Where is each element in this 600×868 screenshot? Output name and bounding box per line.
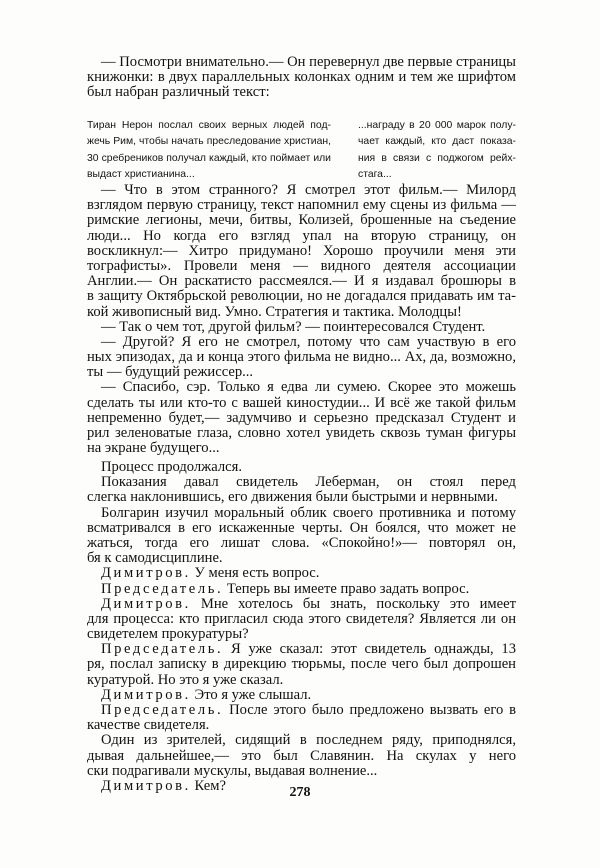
text-line <box>87 764 516 779</box>
line-text: тографисты». Провели меня — видного деятеля ассоциации <box>87 258 516 274</box>
line-text: Показания давал свидетель Леберман, он стоял перед <box>101 475 516 491</box>
line-text: люди... Но когда его взгляд упал на вторую страницу, он <box>87 228 516 244</box>
text-line <box>87 688 516 703</box>
quote-column-right <box>358 118 516 184</box>
text-line <box>87 627 516 642</box>
line-text: Болгарин изучил моральный облик своего противника и потому <box>101 505 516 521</box>
text-line <box>87 612 516 627</box>
line-text: кой живописный вид. Умно. Стратегия и тактика. Молодцы! <box>87 304 462 320</box>
line-text: — Посмотри внимательно.— Он перевернул две первые страницы <box>101 55 516 70</box>
speaker-name: Председатель. <box>101 642 224 658</box>
line-text: После этого было предложено вызвать его в <box>223 703 516 718</box>
line-text: римские легионы, мечи, битвы, Колизей, брошенные на съедение <box>87 213 516 229</box>
text-line <box>87 151 331 167</box>
line-text: Тиран Нерон послал своих верных людей под- <box>87 120 331 131</box>
text-line <box>87 733 516 748</box>
trial-section <box>87 460 516 794</box>
speaker-name: Председатель. <box>101 703 224 718</box>
text-line <box>87 396 516 411</box>
text-line <box>87 365 516 380</box>
line-text: куратурой. Но это я уже сказал. <box>87 672 284 688</box>
line-text: чает каждый, кто даст показа- <box>358 136 516 148</box>
line-text: ных эпизодах, да и конца этого фильма не видно... Ах, да, возможно, <box>87 350 516 366</box>
text-line <box>87 85 516 100</box>
line-text: Теперь вы имеете право задать вопрос. <box>223 581 470 597</box>
text-line <box>358 134 516 150</box>
text-line <box>87 167 331 183</box>
line-text: Один из зрителей, сидящий в последнем ряду, приподнялся, <box>101 733 516 749</box>
line-text: Мне хотелось бы знать, поскольку это имеет <box>200 596 516 612</box>
line-text: ски подрагивали мускулы, выдавая волнение... <box>87 763 378 779</box>
line-text: книжонки: в двух параллельных колонках одним и тем же шрифтом <box>87 70 516 86</box>
text-line <box>87 118 331 134</box>
text-line <box>87 305 516 320</box>
text-line <box>87 703 516 718</box>
line-text: Процесс продолжался. <box>101 460 242 475</box>
line-text: Кем? <box>190 778 226 794</box>
line-text: — Другой? Я его не смотрел, потому что сам участвую в его <box>101 334 516 350</box>
line-text: на экране будущего... <box>87 441 220 457</box>
speaker-name: Димитров. <box>101 778 191 794</box>
text-line <box>87 642 516 657</box>
text-line <box>87 582 516 597</box>
speaker-name: Председатель. <box>101 581 224 597</box>
text-line <box>87 198 516 213</box>
text-line <box>358 151 516 167</box>
speaker-name: Димитров. <box>101 566 191 582</box>
text-line <box>87 320 516 335</box>
line-text: 30 сребреников получал каждый, кто поймает или <box>87 152 331 164</box>
text-line <box>87 521 516 536</box>
line-text: выдаст христианина... <box>87 169 195 181</box>
text-line <box>87 350 516 365</box>
text-line <box>87 475 516 490</box>
text-line <box>87 426 516 441</box>
line-text: ...награду в 20 000 марок полу- <box>358 120 516 131</box>
text-line <box>87 213 516 228</box>
line-text: воскликнул:— Хитро придумано! Хорошо проучили меня эти <box>87 243 516 259</box>
line-text: бя к самодисциплине. <box>87 551 223 567</box>
text-line <box>87 460 516 475</box>
line-text: всматривался в его искаженные черты. Он боялся, что может не <box>87 520 516 536</box>
line-text: для процесса: кто пригласил сюда этого свидетеля? Является ли он <box>87 611 516 627</box>
text-line <box>87 536 516 551</box>
text-line <box>87 657 516 672</box>
line-text: в защиту Октябрьской революции, но не догадался придавать им та- <box>87 289 516 305</box>
text-line <box>358 167 516 183</box>
line-text: рил зеленоватые глаза, словно хотел увидеть сквозь туман фигуры <box>87 426 516 441</box>
line-text: качестве свидетеля. <box>87 718 210 734</box>
line-text: слегка наклонившись, его движения были быстрыми и нервными. <box>87 490 498 506</box>
line-text: ния в связи с поджогом рейх- <box>358 152 516 164</box>
line-text: — Спасибо, сэр. Только я едва ли сумею. Скорее это можешь <box>101 380 516 396</box>
line-text: Англии.— Он раскатисто рассмеялся.— И я издавал брошюры в <box>87 274 516 290</box>
text-line <box>87 718 516 733</box>
line-text: стага... <box>358 169 392 181</box>
text-line <box>358 118 516 134</box>
text-line <box>87 749 516 764</box>
text-line <box>87 244 516 259</box>
text-line <box>87 597 516 612</box>
text-line <box>87 490 516 505</box>
line-text: — Так о чем тот, другой фильм? — поинтересовался Студент. <box>101 319 486 335</box>
line-text: ря, послал записку в дирекцию тюрьмы, после чего был допрошен <box>87 657 516 673</box>
line-text: — Что в этом странного? Я смотрел этот фильм.— Милорд <box>101 183 516 198</box>
text-line <box>87 335 516 350</box>
text-line <box>87 289 516 304</box>
speaker-name: Димитров. <box>101 687 191 703</box>
line-text: Это я уже слышал. <box>190 687 312 703</box>
line-text: ты — будущий режиссер... <box>87 365 254 381</box>
line-text: был набран различный текст: <box>87 85 270 101</box>
text-line <box>87 134 331 150</box>
intro-paragraph <box>87 55 516 101</box>
text-line <box>87 441 516 456</box>
text-line <box>87 551 516 566</box>
line-text: свидетелем прокуратуры? <box>87 627 249 643</box>
line-text: Я уже сказал: этот свидетель однажды, 13 <box>230 642 516 658</box>
text-line <box>87 55 516 70</box>
text-line <box>87 70 516 85</box>
line-text: непременно будет,— задумчиво и серьезно предсказал Студент и <box>87 410 516 426</box>
line-text: жаться, тогда его лишат слова. «Спокойно!»— повторял он, <box>87 535 516 551</box>
text-line <box>87 506 516 521</box>
text-line <box>87 411 516 426</box>
line-text: взглядом первую страницу, текст напомнил ему сцены из фильма — <box>87 198 516 214</box>
line-text: сделать ты или кто-то с вашей киностудии... И всё же такой фильм <box>87 395 516 411</box>
text-line <box>87 259 516 274</box>
text-line <box>87 274 516 289</box>
text-line <box>87 673 516 688</box>
page-number: 278 <box>289 785 311 800</box>
text-line <box>87 380 516 395</box>
text-line <box>87 183 516 198</box>
speaker-name: Димитров. <box>101 596 191 612</box>
dialogue-section <box>87 183 516 456</box>
text-line <box>87 229 516 244</box>
line-text: У меня есть вопрос. <box>190 566 320 582</box>
quote-column-left <box>87 118 331 184</box>
text-line <box>87 566 516 581</box>
line-text: жечь Рим, чтобы начать преследование христиан, <box>87 136 331 148</box>
line-text: дывая дальнейшее,— это был Славянин. На скулах у него <box>87 748 516 764</box>
